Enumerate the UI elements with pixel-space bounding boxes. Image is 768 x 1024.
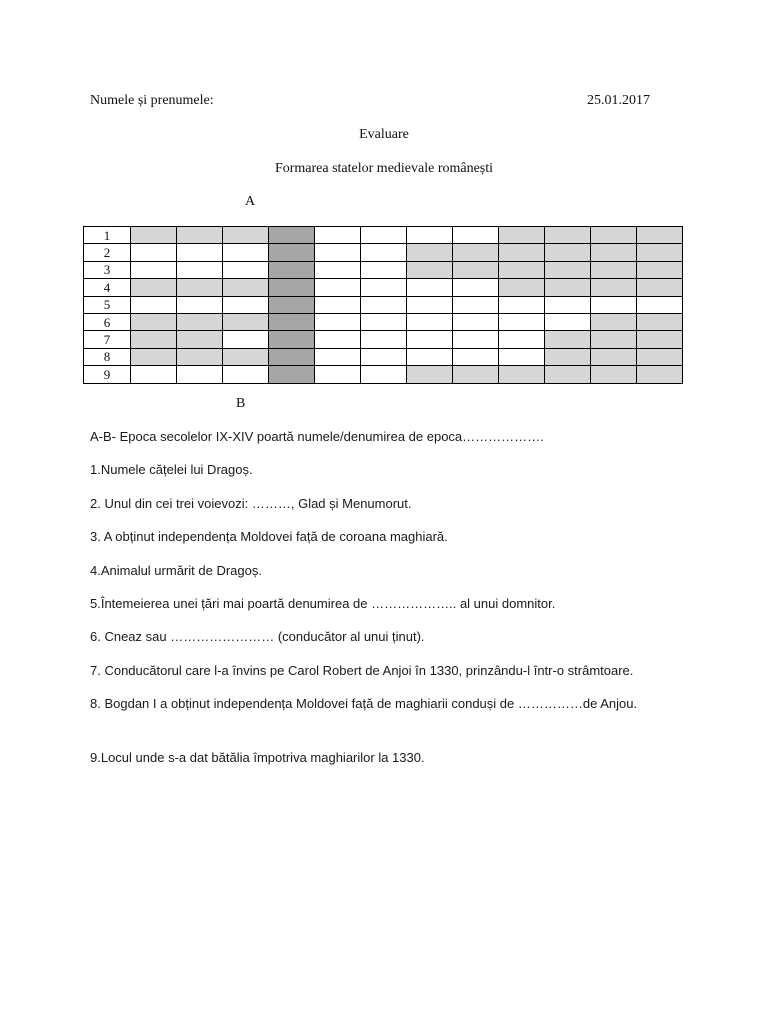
crossword-row — [84, 366, 683, 383]
crossword-cell — [637, 348, 683, 365]
crossword-cell — [545, 348, 591, 365]
crossword-cell — [361, 261, 407, 278]
crossword-cell — [453, 296, 499, 313]
crossword-cell — [591, 313, 637, 330]
crossword-cell — [499, 227, 545, 244]
crossword-cell — [453, 227, 499, 244]
crossword-cell — [223, 279, 269, 296]
crossword-cell — [453, 366, 499, 383]
crossword-key-cell — [269, 296, 315, 313]
crossword-cell — [177, 348, 223, 365]
crossword-cell — [591, 348, 637, 365]
crossword-cell — [361, 279, 407, 296]
crossword-row-number: 7 — [84, 331, 131, 348]
crossword-cell — [315, 296, 361, 313]
question-3: 3. A obținut independența Moldovei față de coroana maghiară. — [90, 529, 448, 544]
crossword-cell — [499, 244, 545, 261]
crossword-cell — [361, 366, 407, 383]
crossword-cell — [131, 244, 177, 261]
crossword-cell — [177, 261, 223, 278]
crossword-cell — [637, 244, 683, 261]
crossword-cell — [545, 331, 591, 348]
crossword-cell — [131, 227, 177, 244]
crossword-cell — [545, 313, 591, 330]
crossword-cell — [545, 227, 591, 244]
crossword-cell — [545, 279, 591, 296]
crossword-cell — [407, 279, 453, 296]
crossword-cell — [407, 296, 453, 313]
crossword-row — [84, 227, 683, 244]
question-9: 9.Locul unde s-a dat bătălia împotriva maghiarilor la 1330. — [90, 750, 425, 765]
crossword-cell — [177, 313, 223, 330]
crossword-cell — [407, 261, 453, 278]
crossword-cell — [177, 296, 223, 313]
crossword-key-cell — [269, 348, 315, 365]
crossword-cell — [637, 227, 683, 244]
crossword-cell — [315, 227, 361, 244]
page-title: Evaluare — [359, 127, 409, 142]
question-8: 8. Bogdan I a obținut independența Moldovei față de maghiarii conduși de ……………de Anjou. — [90, 696, 638, 711]
crossword-cell — [499, 348, 545, 365]
crossword-cell — [591, 366, 637, 383]
crossword-cell — [131, 331, 177, 348]
crossword-cell — [361, 348, 407, 365]
crossword-cell — [453, 331, 499, 348]
crossword-cell — [545, 261, 591, 278]
crossword-label-a: A — [245, 194, 256, 209]
crossword-cell — [591, 244, 637, 261]
crossword-cell — [131, 313, 177, 330]
crossword-key-cell — [269, 279, 315, 296]
crossword-key-cell — [269, 366, 315, 383]
crossword-key-cell — [269, 331, 315, 348]
crossword-cell — [223, 331, 269, 348]
page-subtitle: Formarea statelor medievale românești — [274, 161, 494, 176]
crossword-cell — [315, 279, 361, 296]
crossword-cell — [131, 366, 177, 383]
crossword-grid — [83, 226, 683, 384]
crossword-cell — [591, 279, 637, 296]
crossword-cell — [315, 331, 361, 348]
crossword-cell — [177, 227, 223, 244]
crossword-cell — [499, 296, 545, 313]
crossword-cell — [499, 331, 545, 348]
crossword-cell — [131, 296, 177, 313]
crossword-cell — [453, 261, 499, 278]
crossword-row-number: 9 — [84, 366, 131, 383]
crossword-cell — [315, 366, 361, 383]
crossword-row-number: 2 — [84, 244, 131, 261]
crossword-cell — [637, 261, 683, 278]
crossword-cell — [361, 313, 407, 330]
crossword-row — [84, 348, 683, 365]
question-ab: A-B- Epoca secolelor IX-XIV poartă numele/denumirea de epoca………………. — [90, 429, 544, 444]
crossword-cell — [361, 244, 407, 261]
crossword-cell — [637, 366, 683, 383]
name-label: Numele și prenumele: — [90, 93, 214, 108]
crossword-cell — [131, 279, 177, 296]
crossword-cell — [499, 366, 545, 383]
crossword-cell — [223, 227, 269, 244]
crossword-row-number: 1 — [84, 227, 131, 244]
crossword-row — [84, 296, 683, 313]
crossword-cell — [637, 331, 683, 348]
crossword-row-number: 5 — [84, 296, 131, 313]
crossword-cell — [177, 244, 223, 261]
crossword-row-number: 3 — [84, 261, 131, 278]
crossword-cell — [407, 366, 453, 383]
crossword-key-cell — [269, 313, 315, 330]
crossword-key-cell — [269, 261, 315, 278]
crossword-cell — [637, 313, 683, 330]
crossword-cell — [223, 261, 269, 278]
crossword-cell — [637, 279, 683, 296]
crossword-cell — [545, 366, 591, 383]
crossword-cell — [453, 279, 499, 296]
crossword-label-b: B — [236, 396, 246, 411]
crossword-cell — [499, 261, 545, 278]
crossword-cell — [453, 348, 499, 365]
crossword-cell — [407, 331, 453, 348]
crossword-cell — [453, 244, 499, 261]
question-6: 6. Cneaz sau …………………… (conducător al unui ținut). — [90, 629, 425, 644]
crossword-cell — [361, 331, 407, 348]
crossword-cell — [545, 244, 591, 261]
crossword-row — [84, 279, 683, 296]
crossword-row-number: 4 — [84, 279, 131, 296]
crossword-cell — [499, 279, 545, 296]
crossword-cell — [315, 261, 361, 278]
crossword-cell — [315, 313, 361, 330]
question-1: 1.Numele cățelei lui Dragoș. — [90, 462, 253, 477]
crossword-row — [84, 313, 683, 330]
crossword-cell — [315, 244, 361, 261]
crossword-key-cell — [269, 227, 315, 244]
crossword-row — [84, 244, 683, 261]
crossword-cell — [315, 348, 361, 365]
question-7: 7. Conducătorul care l-a învins pe Carol Robert de Anjoi în 1330, prinzându-l într-o strâmtoare. — [90, 663, 634, 678]
crossword-cell — [361, 227, 407, 244]
crossword-cell — [453, 313, 499, 330]
crossword-cell — [499, 313, 545, 330]
question-2: 2. Unul din cei trei voievozi: ………, Glad și Menumorut. — [90, 496, 412, 511]
crossword-cell — [223, 313, 269, 330]
crossword-cell — [177, 331, 223, 348]
crossword-cell — [591, 331, 637, 348]
crossword-cell — [591, 227, 637, 244]
crossword-cell — [407, 313, 453, 330]
crossword-row-number: 8 — [84, 348, 131, 365]
crossword-key-cell — [269, 244, 315, 261]
crossword-cell — [637, 296, 683, 313]
crossword-cell — [223, 366, 269, 383]
crossword-cell — [545, 296, 591, 313]
date-text: 25.01.2017 — [587, 93, 650, 108]
crossword-cell — [131, 348, 177, 365]
question-4: 4.Animalul urmărit de Dragoș. — [90, 563, 262, 578]
crossword-cell — [177, 366, 223, 383]
crossword-cell — [591, 261, 637, 278]
crossword-row — [84, 261, 683, 278]
crossword-row-number: 6 — [84, 313, 131, 330]
question-5: 5.Întemeierea unei țări mai poartă denumirea de ……………….. al unui domnitor. — [90, 596, 556, 611]
crossword-cell — [131, 261, 177, 278]
crossword-cell — [223, 348, 269, 365]
crossword-cell — [591, 296, 637, 313]
crossword-cell — [361, 296, 407, 313]
crossword-cell — [177, 279, 223, 296]
crossword-cell — [407, 348, 453, 365]
crossword-cell — [407, 244, 453, 261]
crossword-row — [84, 331, 683, 348]
crossword-cell — [223, 244, 269, 261]
crossword-cell — [223, 296, 269, 313]
crossword-cell — [407, 227, 453, 244]
